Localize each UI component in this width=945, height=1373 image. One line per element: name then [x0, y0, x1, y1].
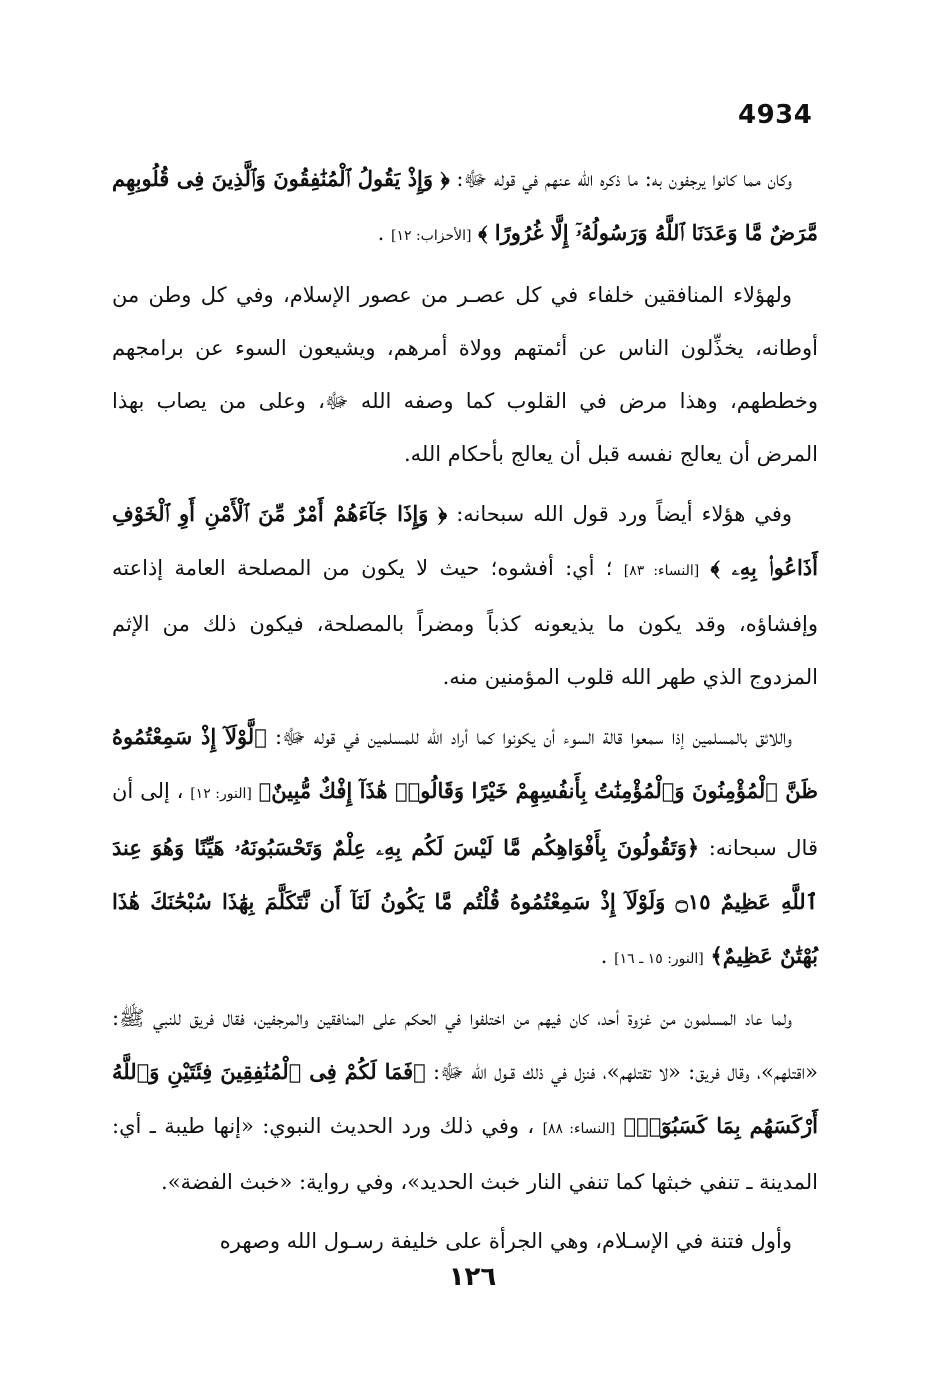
paragraph-text: ، إلى أن قال سبحانه:: [112, 779, 818, 860]
paragraph-text: واللائق بالمسلمين إذا سمعوا قالة السوء أن يكونوا كما أراد الله للمسلمين في قوله ﷻ:: [266, 725, 792, 749]
page-body: [112, 152, 818, 1274]
paragraph-text: ؛ أي: أفشوه؛ حيث لا يكون من المصلحة العامة إذاعته وإفشاؤه، وقد يكون ما يذيعونه كذباً ومضراً بالمصلحة، فيكون ذلك من الإثم المزدوج الذي طهر الله قلوب المؤمنين منه.: [112, 556, 818, 689]
paragraph-text: .: [600, 944, 608, 968]
paragraph-text: ولهؤلاء المنافقين خلفاء في كل عصـر من عصور الإسلام، وفي كل وطن من أوطانه، يخذِّلون الناس عن أئمتهم وولاة أمرهم، ويشيعون السوء عن برامجهم وخططهم، وهذا مرض في القلوب كما وصفه الله ﷻ، وعلى من يصاب بهذا المرض أن يعالج نفسه قبل أن يعالج بأحكام الله.: [112, 283, 818, 466]
verse-reference: [النور: ١٥ ـ ١٦]: [614, 951, 704, 967]
quran-verse: ﴿ وَإِذْ يَقُولُ ٱلْمُنَٰفِقُونَ وَٱلَّذِينَ فِى قُلُوبِهِم مَّرَضٌ مَّا وَعَدَنَا ٱللَّهُ وَرَسُولُهُۥٓ إِلَّا غُرُورًا ﴾: [112, 166, 818, 245]
paragraph-3: [112, 487, 818, 704]
paragraph-text: .: [377, 221, 385, 245]
verse-reference: [الأحزاب: ١٢]: [391, 228, 472, 244]
paragraph-5: [112, 992, 818, 1209]
verse-reference: [النساء: ٨٣]: [623, 563, 700, 579]
paragraph-6: [112, 1215, 818, 1268]
paragraph-text: ولما عاد المسلمون من غزوة أحد، كان فيهم من اختلفوا في الحكم على المنافقين والمرجفين، فقال فريق للنبي ﷺ: «اقتلهم»، وقال فريق: «لا تقتلهم»، فنزل في ذلك قـول الله ﷻ:: [112, 1006, 818, 1084]
paragraph-text: وأول فتنة في الإسـلام، وهي الجرأة على خليفة رسـول الله وصهره: [219, 1229, 792, 1253]
paragraph-text: وفي هؤلاء أيضاً ورد قول الله سبحانه:: [447, 502, 792, 526]
verse-reference: [النساء: ٨٨]: [542, 1121, 616, 1137]
paragraph-text: وكان مما كانوا يرجفون به: ما ذكره الله عنهم في قوله ﷻ:: [449, 167, 792, 191]
verse-reference: [النور: ١٢]: [190, 786, 252, 802]
paragraph-text: ، وفي ذلك ورد الحديث النبوي: «إنها طيبة ـ أي: المدينة ـ تنفي خبثها كما تنفي النار خبث الحديد»، وفي رواية: «خبث الفضة».: [112, 1114, 818, 1194]
paragraph-1: [112, 152, 818, 263]
quran-verse: ﴿فَمَا لَكُمْ فِى ٱلْمُنَٰفِقِينَ فِئَتَيْنِ وَٱللَّهُ أَرْكَسَهُم بِمَا كَسَبُوٓا۟﴾: [112, 1059, 818, 1138]
quran-verse: ﴿ وَإِذَا جَآءَهُمْ أَمْرٌ مِّنَ ٱلْأَمْنِ أَوِ ٱلْخَوْفِ أَذَاعُوا۟ بِهِۦ ﴾: [112, 501, 818, 580]
paragraph-4: [112, 710, 818, 986]
quran-verse: ﴿وَتَقُولُونَ بِأَفْوَاهِكُم مَّا لَيْسَ لَكُم بِهِۦ عِلْمٌ وَتَحْسَبُونَهُۥ هَيِّنًا وَهُوَ عِندَ ٱللَّهِ عَظِيمٌ ۝١٥ وَلَوْلَآ إِذْ سَمِعْتُمُوهُ قُلْتُم مَّا يَكُونُ لَنَآ أَن نَّتَكَلَّمَ بِهَٰذَا سُبْحَٰنَكَ هَٰذَا بُهْتَٰنٌ عَظِيمٌ﴾: [112, 835, 819, 968]
paragraph-2: [112, 269, 818, 481]
page-number-header: 4934: [738, 100, 813, 130]
quran-verse: ﴿لَّوْلَآ إِذْ سَمِعْتُمُوهُ ظَنَّ ٱلْمُؤْمِنُونَ وَٱلْمُؤْمِنَٰتُ بِأَنفُسِهِمْ خَيْرًا وَقَالُوا۟ هَٰذَآ إِفْكٌ مُّبِينٌ﴾: [112, 724, 818, 803]
page-number-footer: ١٢٦: [448, 1262, 497, 1292]
